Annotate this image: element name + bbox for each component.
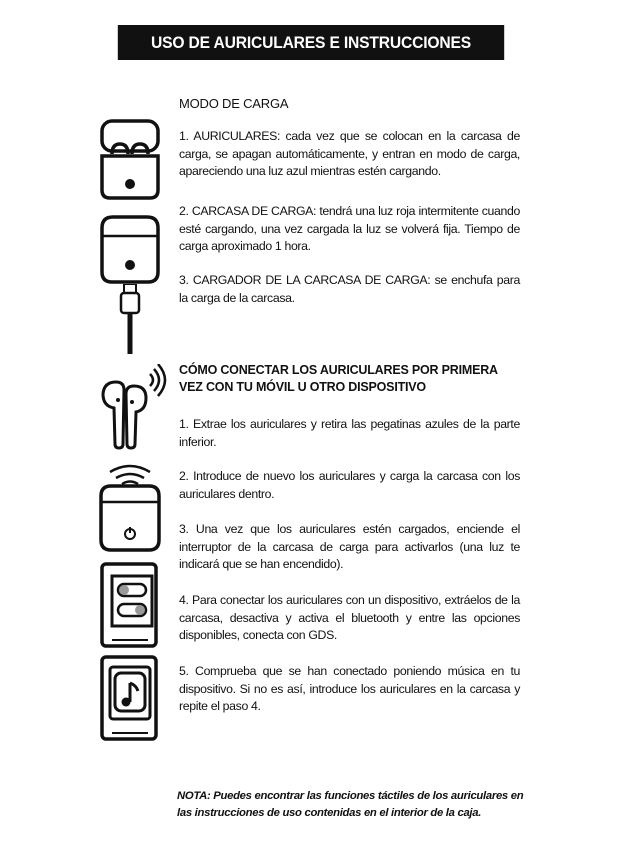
connect-section-title: CÓMO CONECTAR LOS AURICULARES POR PRIMERA VEZ CON TU MÓVIL U OTRO DISPOSITIVO — [179, 363, 498, 394]
charging-cable-icon — [118, 284, 142, 354]
charging-step-1: 1. AURICULARES: cada vez que se colocan en la carcasa de carga, se apagan automáticamente, y entran en modo de carga, apareciendo una luz azul mientras estén cargando. — [179, 129, 520, 178]
footer-note: NOTA: Puedes encontrar las funciones táctiles de los auriculares en las instrucciones de uso contenidas en el interior de la caja. — [177, 790, 524, 819]
charging-section-title: MODO DE CARGA — [179, 96, 289, 111]
earbuds-wireless-icon — [98, 364, 174, 450]
connect-step-1: 1. Extrae los auriculares y retira las pegatinas azules de la parte inferior. — [179, 417, 520, 449]
connect-step-4: 4. Para conectar los auriculares con un dispositivo, extráelos de la carcasa, desactiva y activa el bluetooth y entre las opciones disponibles, conecta con GDS. — [179, 593, 520, 642]
connect-step-3: 3. Una vez que los auriculares estén cargados, enciende el interruptor de la carcasa de carga para activarlos (una luz te indicará que se han encendido). — [179, 522, 520, 571]
phone-music-icon — [98, 655, 162, 741]
open-case-icon — [98, 118, 162, 203]
connect-step-2: 2. Introduce de nuevo los auriculares y carga la carcasa con los auriculares dentro. — [179, 469, 520, 501]
page-title: USO DE AURICULARES E INSTRUCCIONES BÁSICAS — [118, 25, 504, 60]
charging-step-3: 3. CARGADOR DE LA CARCASA DE CARGA: se enchufa para la carga de la carcasa. — [179, 273, 520, 305]
connect-step-5: 5. Comprueba que se han conectado poniendo música en tu dispositivo. Si no es así, introduce los auriculares en la carcasa y repite el paso 4. — [179, 664, 520, 713]
charging-step-2: 2. CARCASA DE CARGA: tendrá una luz roja intermitente cuando esté cargando, una vez cargada la luz se volverá fija. Tiempo de carga aproximado 1 hora. — [179, 204, 520, 253]
case-signal-icon — [97, 458, 163, 554]
phone-toggle-icon — [98, 562, 162, 648]
closed-case-icon — [98, 214, 162, 284]
